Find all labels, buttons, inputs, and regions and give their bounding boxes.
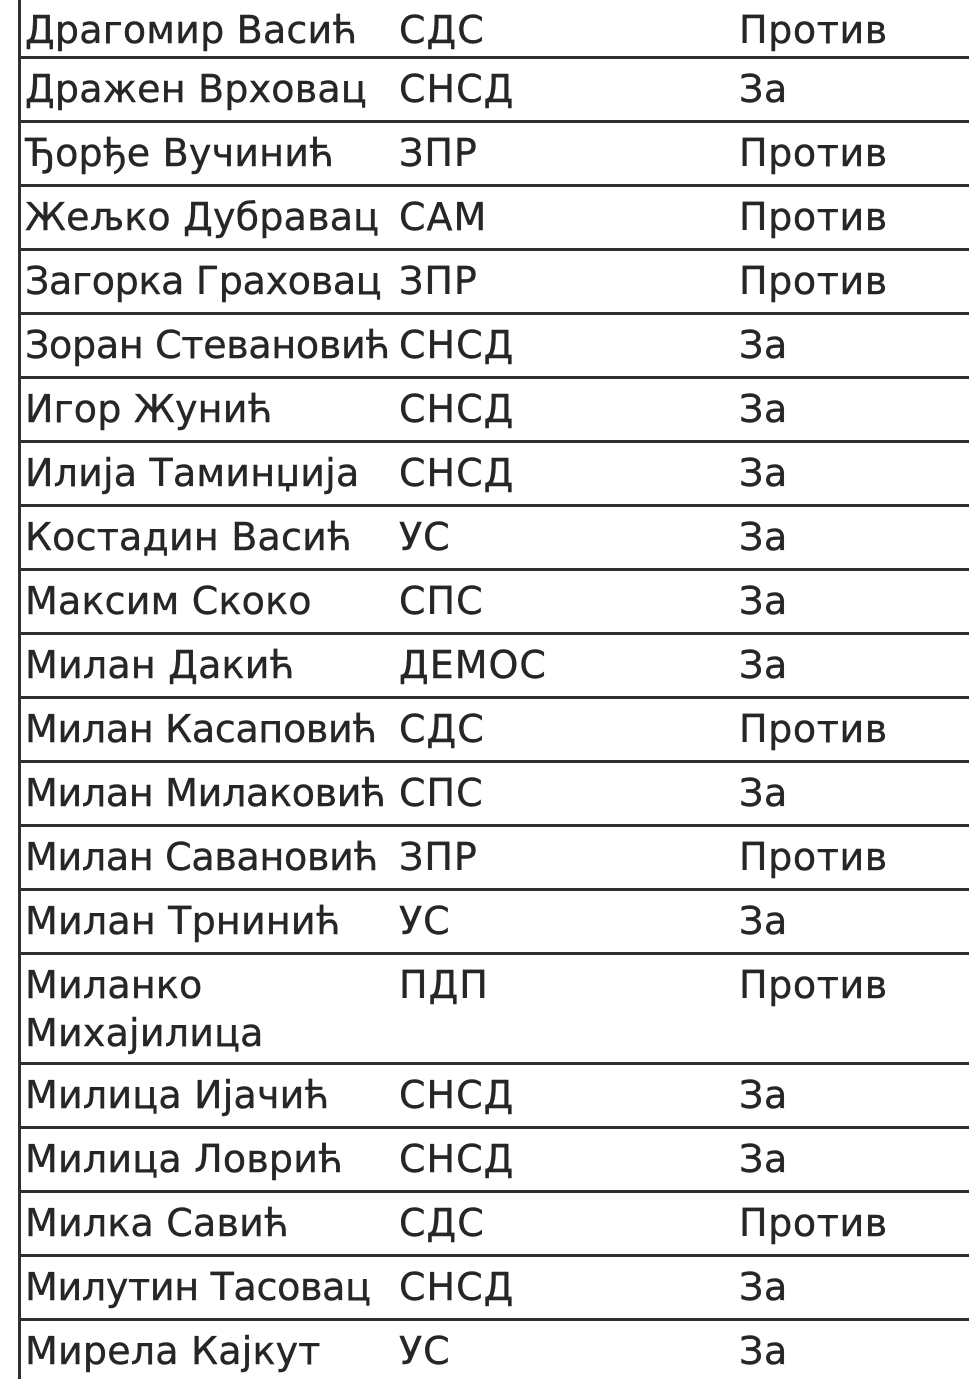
vote-value: Против [739, 835, 888, 879]
vote-value: За [739, 387, 788, 431]
table-row [21, 1321, 969, 1379]
vote-value: За [739, 1265, 788, 1309]
table-row [21, 379, 969, 443]
deputy-name: Мирела Кајкут [25, 1329, 321, 1373]
deputy-name: Милан Трнинић [25, 899, 341, 943]
party-name: СНСД [399, 67, 515, 111]
party-name: СДС [399, 1201, 485, 1245]
table-row [21, 699, 969, 763]
deputy-name: Ђорђе Вучинић [25, 131, 335, 175]
party-name: СПС [399, 579, 484, 623]
table-row [21, 827, 969, 891]
deputy-name: Дражен Врховац [25, 67, 367, 111]
party-name: ЗПР [399, 259, 478, 303]
party-name: СНСД [399, 387, 515, 431]
deputy-name: Милан Дакић [25, 643, 295, 687]
deputy-name: Милка Савић [25, 1201, 289, 1245]
table-row [21, 955, 969, 1065]
table-row [21, 59, 969, 123]
party-name: СНСД [399, 323, 515, 367]
vote-value: Против [739, 1201, 888, 1245]
deputy-name: Милица Ијачић [25, 1073, 330, 1117]
deputy-name: Игор Жунић [25, 387, 273, 431]
deputy-name: Илија Таминџија [25, 451, 360, 495]
party-name: ЗПР [399, 131, 478, 175]
deputy-name: Драгомир Васић [25, 8, 358, 52]
vote-value: За [739, 1137, 788, 1181]
vote-value: Против [739, 259, 888, 303]
party-name: УС [399, 899, 451, 943]
party-name: УС [399, 1329, 451, 1373]
table-row [21, 1257, 969, 1321]
table-row [21, 507, 969, 571]
table-row [21, 251, 969, 315]
vote-value: За [739, 899, 788, 943]
vote-value: За [739, 771, 788, 815]
party-name: ЗПР [399, 835, 478, 879]
party-name: СПС [399, 771, 484, 815]
vote-value: За [739, 323, 788, 367]
vote-value: Против [739, 8, 888, 52]
vote-value: За [739, 1329, 788, 1373]
table-row [21, 571, 969, 635]
table-row [21, 763, 969, 827]
table-row [21, 1129, 969, 1193]
vote-value: Против [739, 131, 888, 175]
deputy-name: Милан Савановић [25, 835, 378, 879]
vote-value: Против [739, 707, 888, 751]
table-row [21, 443, 969, 507]
table-row [21, 1065, 969, 1129]
vote-value: Против [739, 195, 888, 239]
party-name: СНСД [399, 1073, 515, 1117]
vote-value: За [739, 643, 788, 687]
deputy-name: Милутин Тасовац [25, 1265, 371, 1309]
party-name: ПДП [399, 963, 489, 1007]
vote-table [18, 0, 969, 1379]
party-name: СДС [399, 707, 485, 751]
table-row [21, 1193, 969, 1257]
vote-value: За [739, 451, 788, 495]
deputy-name: Миланко Михајилица [25, 963, 264, 1055]
vote-value: Против [739, 963, 888, 1007]
deputy-name: Милица Ловрић [25, 1137, 344, 1181]
party-name: САМ [399, 195, 488, 239]
deputy-name: Жељко Дубравац [25, 195, 380, 239]
deputy-name: Максим Скоко [25, 579, 312, 623]
deputy-name: Зоран Стевановић [25, 323, 390, 367]
table-row [21, 0, 969, 59]
party-name: СДС [399, 8, 485, 52]
vote-value: За [739, 515, 788, 559]
vote-value: За [739, 579, 788, 623]
deputy-name: Милан Касаповић [25, 707, 377, 751]
deputy-name: Костадин Васић [25, 515, 352, 559]
party-name: СНСД [399, 1137, 515, 1181]
vote-value: За [739, 1073, 788, 1117]
deputy-name: Загорка Граховац [25, 259, 382, 303]
party-name: СНСД [399, 451, 515, 495]
table-row [21, 635, 969, 699]
party-name: ДЕМОС [399, 643, 547, 687]
table-row [21, 315, 969, 379]
party-name: СНСД [399, 1265, 515, 1309]
deputy-name: Милан Милаковић [25, 771, 386, 815]
table-row [21, 187, 969, 251]
party-name: УС [399, 515, 451, 559]
vote-value: За [739, 67, 788, 111]
table-row [21, 123, 969, 187]
table-row [21, 891, 969, 955]
